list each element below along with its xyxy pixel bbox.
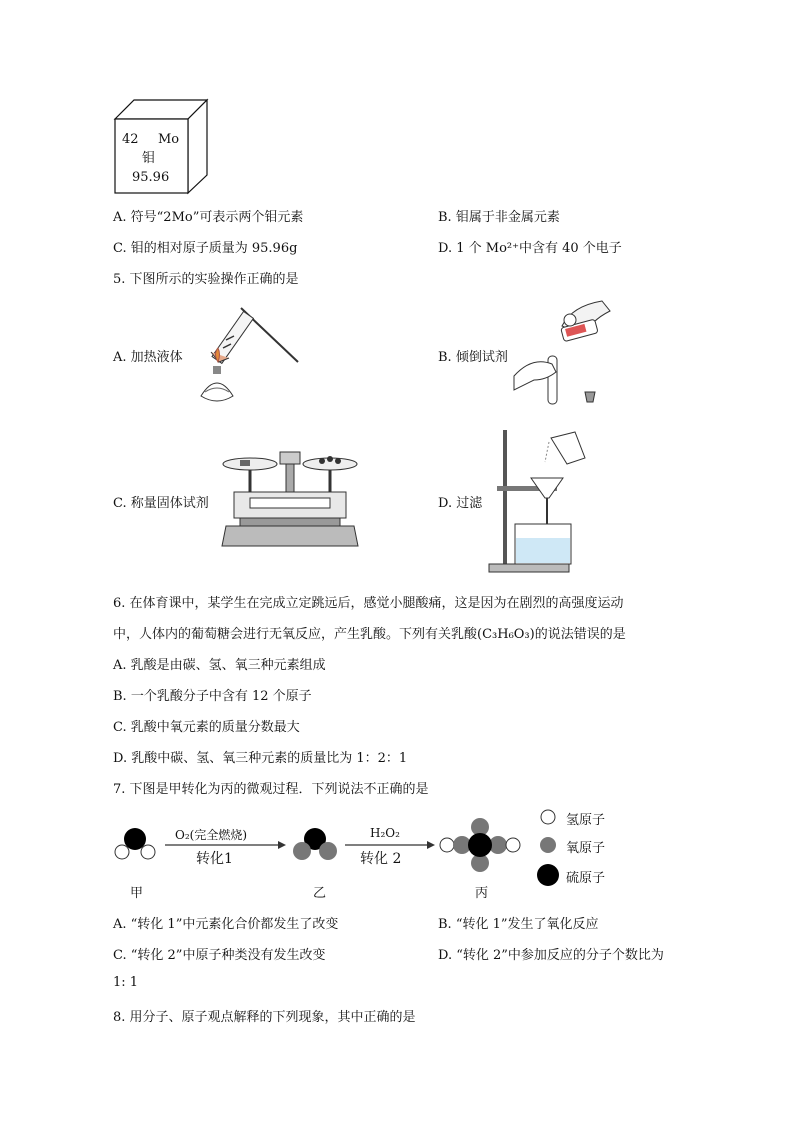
label-jia: 甲	[130, 886, 144, 901]
balance-illustration	[220, 446, 360, 550]
arrow1-bottom-label: 转化1	[196, 851, 233, 867]
q6-stem-line1: 6. 在体育课中，某学生在完成立定跳远后，感觉小腿酸痛，这是因为在剧烈的高强度运动	[113, 596, 624, 611]
legend-oxygen-marker	[540, 837, 556, 853]
q6-option-d: D. 乳酸中碳、氢、氧三种元素的质量比为 1：2：1	[113, 751, 408, 766]
q6-option-a: A. 乳酸是由碳、氢、氧三种元素组成	[113, 658, 326, 673]
q6-option-b: B. 一个乳酸分子中含有 12 个原子	[113, 689, 312, 704]
molecule-yi	[293, 828, 337, 860]
q4-option-a: A. 符号“2Mo”可表示两个钼元素	[113, 210, 304, 225]
q5-stem: 5. 下图所示的实验操作正确的是	[113, 272, 299, 287]
legend-oxygen: 氧原子	[566, 841, 606, 856]
molecule-jia	[115, 828, 155, 859]
element-symbol: Mo	[158, 132, 180, 147]
q7-option-d-cont: 1: 1	[113, 975, 139, 990]
q7-option-d: D. “转化 2”中参加反应的分子个数比为	[438, 948, 664, 963]
pouring-reagent-illustration	[512, 296, 612, 411]
legend-hydrogen-marker	[541, 810, 555, 824]
arrow1-top-label: O₂(完全燃烧)	[175, 828, 248, 842]
q7-option-c: C. “转化 2”中原子种类没有发生改变	[113, 948, 326, 963]
legend-hydrogen: 氢原子	[566, 813, 606, 828]
legend-sulfur-marker	[537, 864, 559, 886]
q4-option-d: D. 1 个 Mo²⁺中含有 40 个电子	[438, 241, 622, 256]
q7-option-b: B. “转化 1”发生了氧化反应	[438, 917, 599, 932]
arrow2-top-label: H₂O₂	[370, 826, 400, 840]
heating-liquid-illustration	[193, 300, 308, 410]
q4-option-c: C. 钼的相对原子质量为 95.96g	[113, 241, 298, 256]
filtration-illustration	[483, 428, 593, 576]
element-card	[112, 97, 212, 197]
label-bing: 丙	[475, 886, 489, 901]
q5-option-b: B. 倾倒试剂	[438, 350, 508, 365]
q7-option-a: A. “转化 1”中元素化合价都发生了改变	[113, 917, 339, 932]
q5-option-a: A. 加热液体	[113, 350, 183, 365]
q5-option-c: C. 称量固体试剂	[113, 496, 209, 511]
q4-option-b: B. 钼属于非金属元素	[438, 210, 560, 225]
q5-option-d: D. 过滤	[438, 496, 483, 511]
atomic-number: 42	[122, 132, 139, 147]
atomic-mass: 95.96	[132, 170, 170, 185]
q8-stem: 8. 用分子、原子观点解释的下列现象，其中正确的是	[113, 1010, 416, 1025]
q7-stem: 7. 下图是甲转化为丙的微观过程．下列说法不正确的是	[113, 782, 429, 797]
legend-sulfur: 硫原子	[566, 871, 606, 886]
q6-stem-line2: 中，人体内的葡萄糖会进行无氧反应，产生乳酸。下列有关乳酸(C₃H₆O₃)的说法错误的是	[113, 627, 626, 642]
molecule-bing	[440, 818, 520, 872]
element-name: 钼	[142, 151, 156, 166]
q6-option-c: C. 乳酸中氧元素的质量分数最大	[113, 720, 300, 735]
label-yi: 乙	[313, 886, 327, 901]
arrow2-bottom-label: 转化 2	[360, 851, 402, 867]
